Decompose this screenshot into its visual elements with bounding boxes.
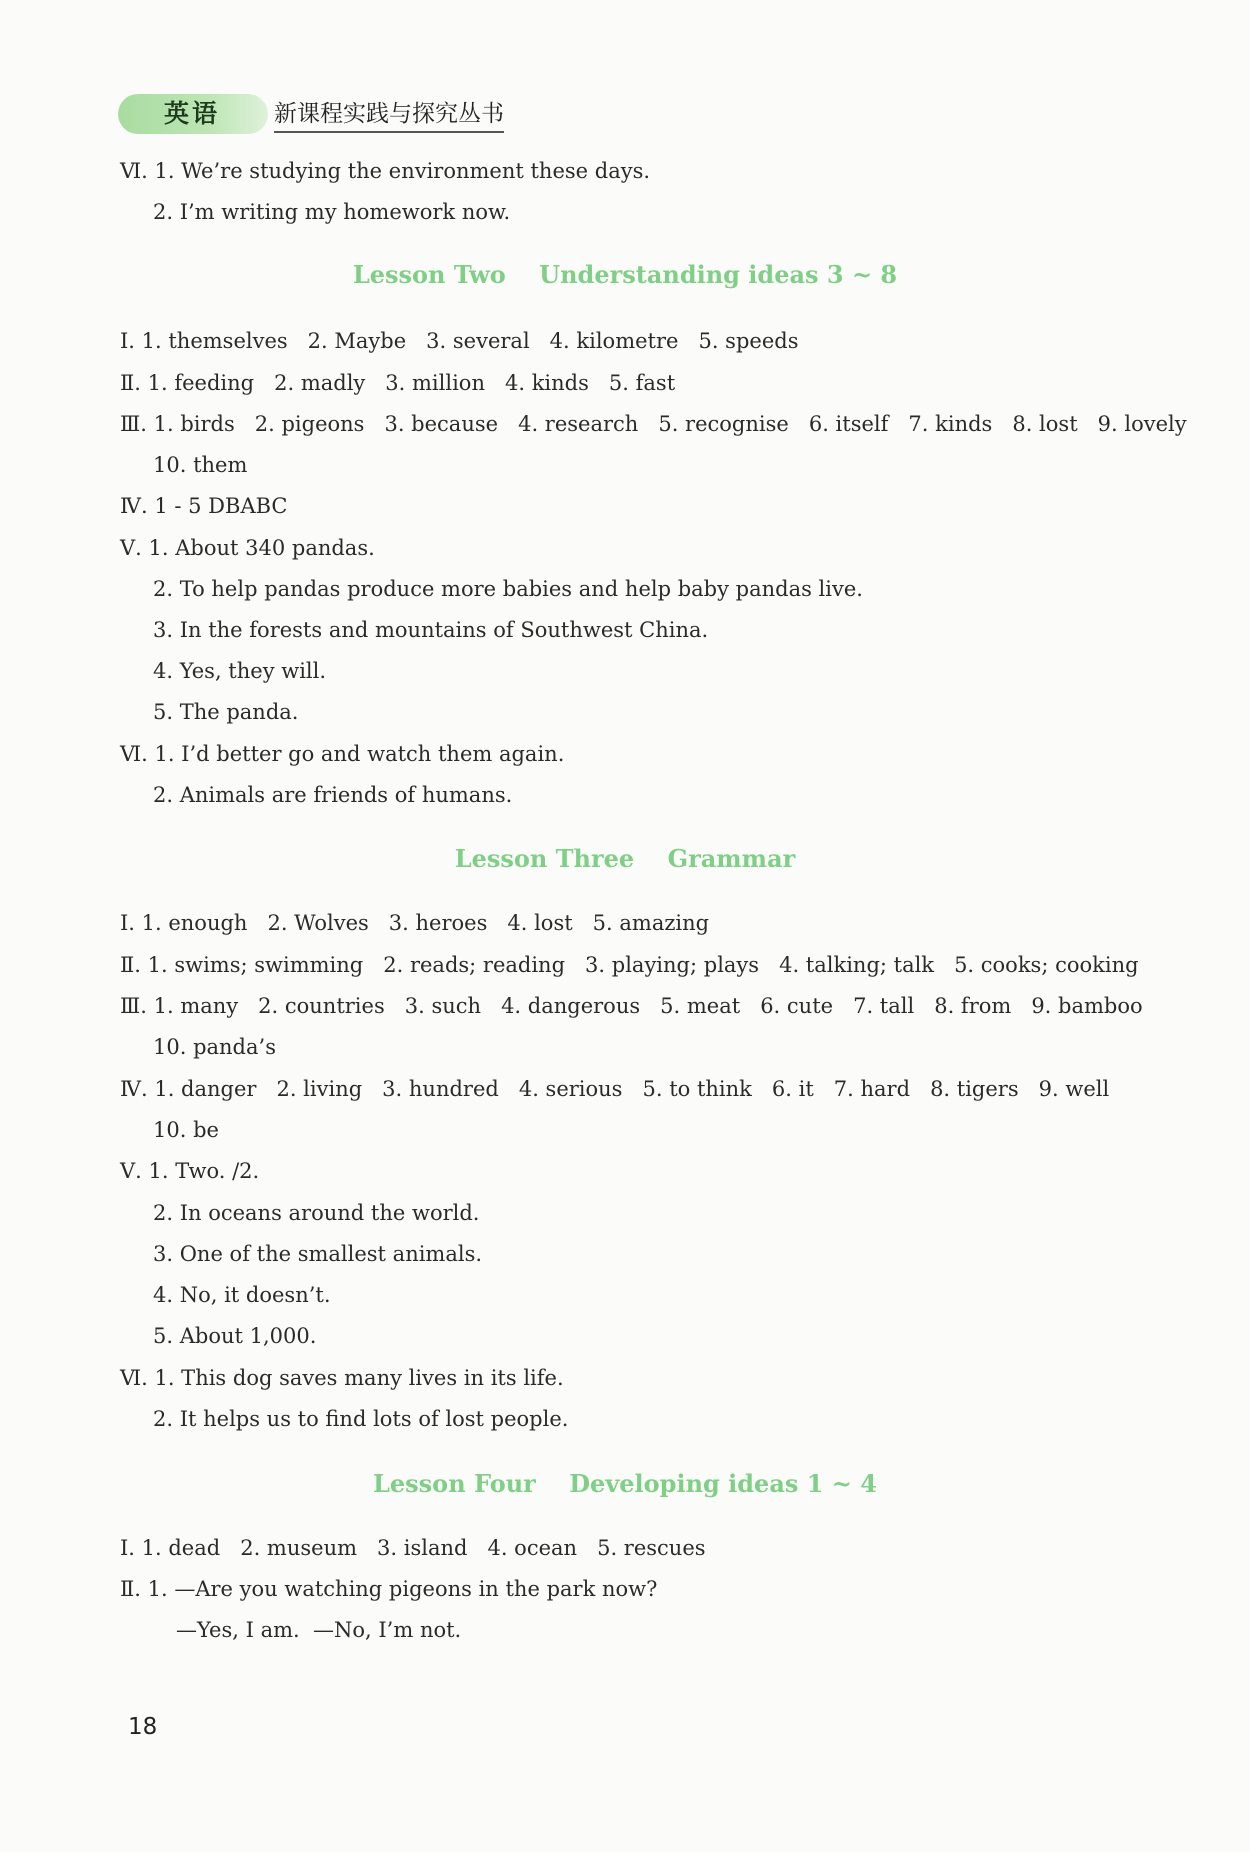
answer-line: 2. To help pandas produce more babies and help baby pandas live. — [153, 577, 863, 601]
answer-line: Ⅲ. 1. many 2. countries 3. such 4. dangerous 5. meat 6. cute 7. tall 8. from 9. bamboo — [120, 994, 1143, 1018]
answer-line: Ⅳ. 1. danger 2. living 3. hundred 4. serious 5. to think 6. it 7. hard 8. tigers 9. well — [120, 1077, 1110, 1101]
answer-line: Ⅱ. 1. swims; swimming 2. reads; reading 3. playing; plays 4. talking; talk 5. cooks; cooking — [120, 953, 1139, 977]
answer-line: Ⅱ. 1. feeding 2. madly 3. million 4. kinds 5. fast — [120, 371, 676, 395]
answer-line: 2. It helps us to find lots of lost people. — [153, 1407, 569, 1431]
answer-line: Ⅰ. 1. enough 2. Wolves 3. heroes 4. lost 5. amazing — [120, 911, 710, 935]
answer-line: 5. The panda. — [153, 700, 299, 724]
answer-line: Ⅲ. 1. birds 2. pigeons 3. because 4. research 5. recognise 6. itself 7. kinds 8. lost 9. lovely — [120, 412, 1187, 436]
answer-line: 10. be — [153, 1118, 219, 1142]
answer-line: 4. Yes, they will. — [153, 659, 327, 683]
answer-line: 3. In the forests and mountains of Southwest China. — [153, 618, 709, 642]
answer-line: Ⅵ. 1. We’re studying the environment these days. — [120, 159, 651, 183]
subject-badge: 英语 — [118, 94, 268, 134]
answer-line: 2. Animals are friends of humans. — [153, 783, 513, 807]
answer-line: 10. them — [153, 453, 248, 477]
answer-line: Ⅴ. 1. Two. /2. — [120, 1159, 260, 1183]
answer-line: Ⅰ. 1. themselves 2. Maybe 3. several 4. kilometre 5. speeds — [120, 329, 799, 353]
answer-line: Ⅵ. 1. This dog saves many lives in its life. — [120, 1366, 564, 1390]
answer-line: Ⅱ. 1. —Are you watching pigeons in the park now? — [120, 1577, 658, 1601]
answer-line: —Yes, I am. —No, I’m not. — [176, 1618, 462, 1642]
answer-line: 3. One of the smallest animals. — [153, 1242, 483, 1266]
answer-line: Ⅵ. 1. I’d better go and watch them again. — [120, 742, 565, 766]
lesson-heading: Lesson Two Understanding ideas 3 ~ 8 — [352, 260, 898, 289]
answer-line: 2. In oceans around the world. — [153, 1201, 480, 1225]
page-number: 18 — [128, 1714, 158, 1740]
answer-line: Ⅳ. 1 - 5 DBABC — [120, 494, 288, 518]
lesson-heading: Lesson Three Grammar — [454, 844, 796, 873]
answer-line: 4. No, it doesn’t. — [153, 1283, 331, 1307]
answer-line: 2. I’m writing my homework now. — [153, 200, 511, 224]
answer-line: 5. About 1,000. — [153, 1324, 317, 1348]
answer-line: Ⅴ. 1. About 340 pandas. — [120, 536, 375, 560]
answer-line: 10. panda’s — [153, 1035, 276, 1059]
lesson-heading: Lesson Four Developing ideas 1 ~ 4 — [373, 1469, 877, 1498]
series-title: 新课程实践与探究丛书 — [274, 98, 504, 133]
answer-line: Ⅰ. 1. dead 2. museum 3. island 4. ocean 5. rescues — [120, 1536, 706, 1560]
